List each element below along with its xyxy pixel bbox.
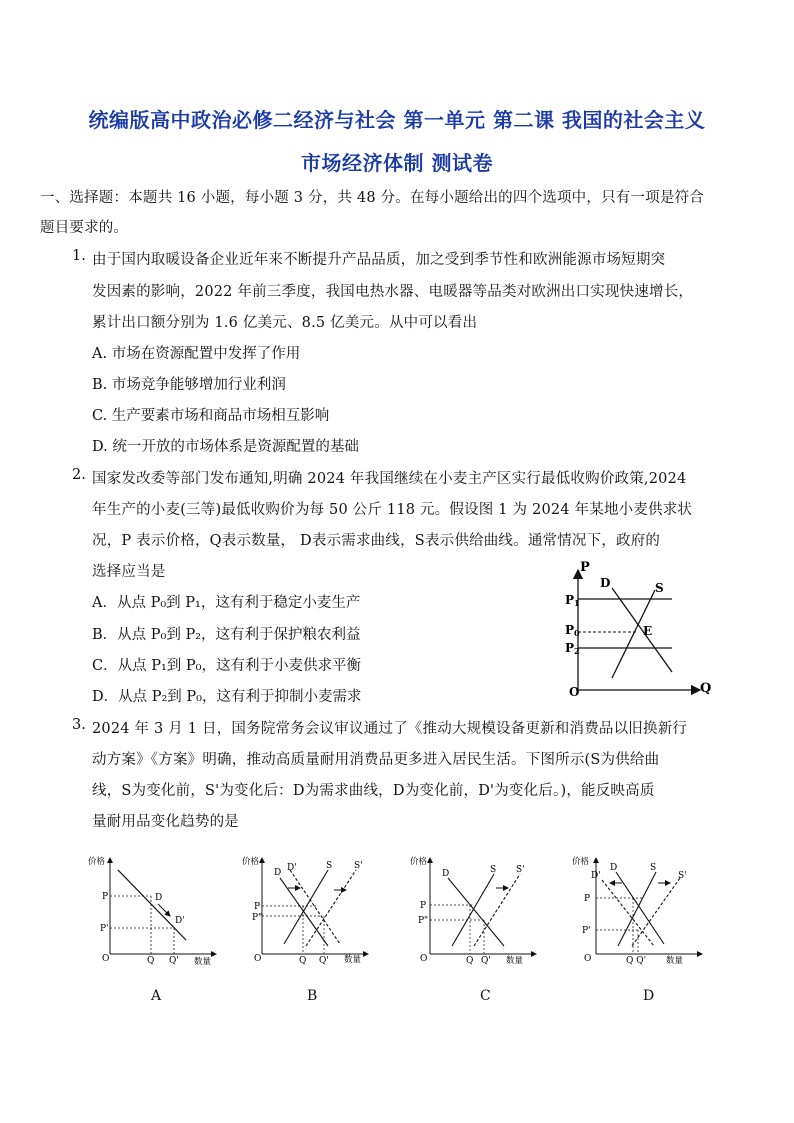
s-prime-label: S': [516, 865, 525, 875]
q-label: Q: [299, 956, 307, 966]
question-3-stem-line-1: 2024 年 3 月 1 日，国务院常务会议审议通过了《推动大规模设备更新和消费品以旧换新行: [92, 721, 688, 737]
page-title-line-1: 统编版高中政治必修二经济与社会 第一单元 第二课 我国的社会主义: [88, 108, 706, 132]
graph-b-label[interactable]: B: [307, 988, 318, 1004]
page-title-line-2: 市场经济体制 测试卷: [301, 151, 493, 175]
demand-curve: [616, 872, 664, 944]
p-label: P: [584, 894, 591, 904]
question-3-stem-line-3: 线，S为变化前，S'为变化后：D为需求曲线，D为变化前，D'为变化后。)，能反映高质: [92, 783, 655, 799]
s-label: S: [326, 861, 333, 871]
p2-label: P2: [565, 641, 580, 656]
question-2-stem-line-2: 年生产的小麦(三等)最低收购价为每 50 公斤 118 元。假设图 1 为 2024 年某地小麦供求状: [92, 502, 693, 518]
supply-prime-curve: [306, 870, 356, 946]
s-label: S: [490, 865, 497, 875]
question-2-number: 2.: [72, 467, 86, 483]
d-label: D: [610, 863, 618, 873]
d-label: D: [155, 893, 163, 903]
q-prime-label: Q': [319, 956, 329, 966]
question-2-stem-line-3: 况，P 表示价格，Q表示数量， D表示需求曲线，S表示供给曲线。通常情况下，政府的: [92, 533, 661, 549]
price-axis-label: 价格: [88, 857, 106, 867]
q-label: Q: [147, 956, 155, 966]
price-axis-label: 价格: [242, 857, 260, 867]
quantity-axis-label: 数量: [506, 956, 524, 966]
p-prime-label: P': [100, 924, 109, 934]
quantity-axis-label: Q: [700, 681, 712, 696]
d-label: D: [274, 868, 282, 878]
q-label: Q: [466, 956, 474, 966]
s-prime-label: S': [354, 861, 363, 871]
question-1-option-d[interactable]: D. 统一开放的市场体系是资源配置的基础: [92, 439, 359, 455]
section-instructions-line-2: 题目要求的。: [40, 220, 129, 236]
d-prime-label: D': [175, 916, 185, 926]
question-2-stem-line-4: 选择应当是: [92, 564, 166, 580]
origin-label: O: [420, 954, 428, 964]
section-instructions-line-1: 一、选择题：本题共 16 小题，每小题 3 分，共 48 分。在每小题给出的四个选项中，只有一项是符合: [40, 190, 704, 206]
p-dprime-label: P": [418, 916, 429, 926]
p-label: P: [102, 892, 109, 902]
question-3-graph-c[interactable]: [408, 850, 548, 970]
question-2-stem-line-1: 国家发改委等部门发布通知,明确 2024 年我国继续在小麦主产区实行最低收购价政策,2024: [92, 471, 687, 487]
supply-label: S: [655, 581, 664, 595]
origin-label: O: [254, 954, 262, 964]
supply-prime-curve: [474, 874, 520, 946]
question-1-stem-line-3: 累计出口额分别为 1.6 亿美元、8.5 亿美元。从中可以看出: [92, 315, 478, 331]
q-prime-label: Q': [169, 956, 179, 966]
supply-curve: [452, 874, 494, 946]
d-prime-label: D': [287, 863, 297, 873]
demand-curve: [280, 878, 328, 946]
quantity-axis-label: 数量: [666, 956, 684, 966]
question-2-option-d[interactable]: D．从点 P₂到 P₀，这有利于抑制小麦需求: [92, 689, 362, 705]
origin-label: O: [584, 954, 592, 964]
price-axis-label: 价格: [410, 857, 428, 867]
p-dprime-label: P": [252, 913, 263, 923]
s-prime-label: S': [678, 871, 687, 881]
p-prime-label: P': [582, 926, 591, 936]
d-label: D: [442, 869, 450, 879]
supply-curve: [284, 870, 328, 944]
question-3-graph-a[interactable]: [88, 850, 228, 970]
question-1-stem-line-1: 由于国内取暖设备企业近年来不断提升产品品质，加之受到季节性和欧洲能源市场短期突: [92, 252, 666, 268]
question-1-option-a[interactable]: A. 市场在资源配置中发挥了作用: [92, 346, 301, 362]
supply-prime-curve: [632, 878, 680, 946]
graph-c-label[interactable]: C: [480, 988, 491, 1004]
p0-label: P0: [565, 623, 580, 638]
demand-label: D: [600, 576, 611, 590]
graph-d-label[interactable]: D: [643, 988, 655, 1004]
question-2-supply-demand-figure: [560, 560, 720, 700]
origin-label: O: [102, 954, 110, 964]
p-label: P: [254, 902, 261, 912]
question-1-stem-line-2: 发因素的影响，2022 年前三季度，我国电热水器、电暖器等品类对欧洲出口实现快速增长，: [92, 284, 694, 300]
equilibrium-label: E: [643, 624, 653, 638]
price-axis-label: 价格: [572, 857, 590, 867]
question-3-stem-line-2: 动方案》《方案》明确，推动高质量耐用消费品更多进入居民生活。下图所示(S为供给曲: [92, 752, 660, 768]
question-2-option-c[interactable]: C．从点 P₁到 P₀，这有利于小麦供求平衡: [92, 658, 361, 674]
q-q-prime-label: Q Q': [626, 956, 647, 966]
q-prime-label: Q': [481, 956, 491, 966]
origin-label: O: [569, 685, 580, 699]
question-3-graph-b[interactable]: [240, 850, 380, 970]
question-2-option-b[interactable]: B．从点 P₀到 P₂，这有利于保护粮农利益: [92, 627, 361, 643]
quantity-axis-label: 数量: [194, 957, 212, 967]
price-axis-label: P: [580, 560, 590, 575]
p-label: P: [420, 901, 427, 911]
s-label: S: [650, 863, 657, 873]
demand-curve: [118, 870, 186, 940]
graph-a-label[interactable]: A: [151, 988, 162, 1004]
question-1-option-b[interactable]: B. 市场竞争能够增加行业利润: [92, 377, 286, 393]
question-1-option-c[interactable]: C. 生产要素市场和商品市场相互影响: [92, 408, 330, 424]
question-3-graph-d[interactable]: [574, 850, 714, 970]
p1-label: P1: [565, 593, 580, 608]
quantity-axis-label: 数量: [344, 955, 362, 965]
question-3-number: 3.: [72, 717, 86, 733]
d-prime-label: D': [591, 871, 601, 881]
question-1-number: 1.: [72, 248, 86, 264]
question-2-option-a[interactable]: A．从点 P₀到 P₁，这有利于稳定小麦生产: [92, 595, 361, 611]
question-3-stem-line-4: 量耐用品变化趋势的是: [92, 814, 239, 830]
